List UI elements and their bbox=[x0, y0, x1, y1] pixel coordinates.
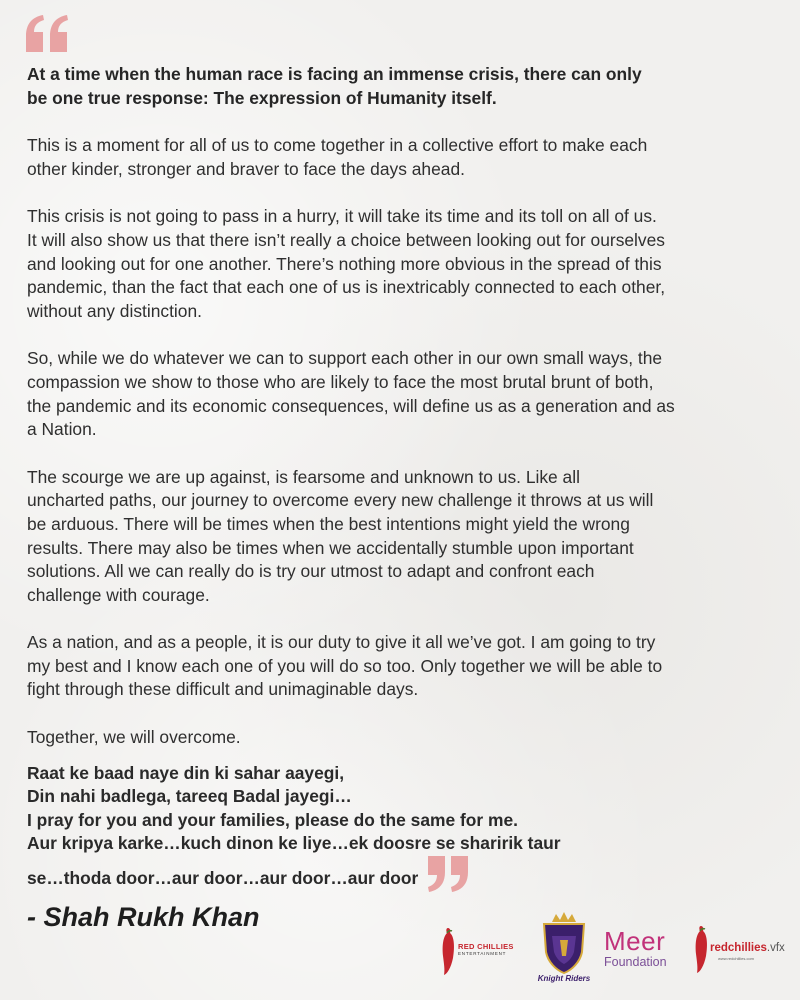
meer-name: Meer bbox=[604, 926, 666, 956]
paragraph-line: compassion we show to those who are likely to face the most brutal brunt of both, bbox=[27, 371, 654, 392]
poem-line-text: se…thoda door…aur door…aur door…aur door bbox=[27, 868, 419, 889]
close-quote-icon bbox=[426, 856, 470, 892]
letter-body bbox=[27, 63, 782, 892]
meer-foundation-logo bbox=[604, 928, 684, 968]
kkr-name: Knight Riders bbox=[537, 974, 591, 983]
red-chillies-vfx-logo bbox=[692, 922, 788, 978]
chilli-icon bbox=[692, 924, 710, 974]
intro-line: At a time when the human race is facing an immense crisis, there can only bbox=[27, 64, 642, 84]
paragraph-line: The scourge we are up against, is fearsome and unknown to us. Like all bbox=[27, 466, 580, 487]
paragraph-line: be arduous. There will be times when the best intentions might yield the wrong bbox=[27, 513, 630, 534]
paragraph-line: challenge with courage. bbox=[27, 584, 210, 605]
paragraph-line: results. There may also be times when we accidentally stumble upon important bbox=[27, 537, 634, 558]
poem-line-last bbox=[27, 856, 782, 892]
meer-sub: Foundation bbox=[604, 955, 667, 969]
poem-line: Aur kripya karke…kuch dinon ke liye…ek doosre se sharirik taur bbox=[27, 833, 561, 854]
kkr-shield-icon bbox=[538, 912, 590, 974]
vfx-name bbox=[710, 942, 785, 954]
vfx-suffix: .vfx bbox=[766, 942, 785, 954]
kkr-logo bbox=[538, 912, 590, 988]
signature: - Shah Rukh Khan bbox=[27, 902, 260, 932]
paragraph-line: fight through these difficult and unimaginable days. bbox=[27, 679, 419, 700]
poem-line: Din nahi badlega, tareeq Badal jayegi… bbox=[27, 786, 352, 807]
paragraph-line: This crisis is not going to pass in a hurry, it will take its time and its toll on all of us. bbox=[27, 206, 657, 227]
paragraph-line: pandemic, than the fact that each one of us is inextricably connected to each other, bbox=[27, 277, 666, 298]
vfx-name-text: redchillies bbox=[710, 942, 767, 954]
paragraph-line: and looking out for one another. There’s nothing more obvious in the spread of this bbox=[27, 253, 662, 274]
red-chillies-sub: ENTERTAINMENT bbox=[458, 951, 507, 956]
paragraph-line: without any distinction. bbox=[27, 300, 202, 321]
paragraph-line: my best and I know each one of you will do so too. Only together we will be able to bbox=[27, 655, 663, 676]
red-chillies-logo bbox=[438, 920, 524, 980]
paragraph-line: uncharted paths, our journey to overcome every new challenge it throws at us will bbox=[27, 490, 654, 511]
poem-line: Raat ke baad naye din ki sahar aayegi, bbox=[27, 762, 345, 783]
red-chillies-name: RED CHILLIES bbox=[458, 942, 514, 951]
paragraph-line: a Nation. bbox=[27, 419, 97, 440]
closing-line: Together, we will overcome. bbox=[27, 727, 241, 748]
paragraph-line: solutions. All we can really do is try our utmost to adapt and confront each bbox=[27, 561, 595, 582]
vfx-sub: www.redchillies.com bbox=[718, 956, 755, 961]
paragraph-line: As a nation, and as a people, it is our duty to give it all we’ve got. I am going to try bbox=[27, 632, 656, 653]
paragraph-line: It will also show us that there isn’t really a choice between looking out for ourselves bbox=[27, 229, 665, 250]
paragraph-line: So, while we do whatever we can to support each other in our own small ways, the bbox=[27, 348, 663, 369]
paragraph-line: the pandemic and its economic consequences, will define us as a generation and as bbox=[27, 395, 675, 416]
sponsor-logos bbox=[438, 912, 788, 990]
poem-line: I pray for you and your families, please do the same for me. bbox=[27, 809, 518, 830]
paragraph-line: other kinder, stronger and braver to face the days ahead. bbox=[27, 158, 465, 179]
intro-line: be one true response: The expression of Humanity itself. bbox=[27, 87, 497, 108]
poem-block bbox=[27, 762, 782, 892]
chilli-icon bbox=[438, 926, 458, 976]
paragraph-line: This is a moment for all of us to come together in a collective effort to make each bbox=[27, 135, 648, 156]
open-quote-icon bbox=[24, 14, 70, 52]
